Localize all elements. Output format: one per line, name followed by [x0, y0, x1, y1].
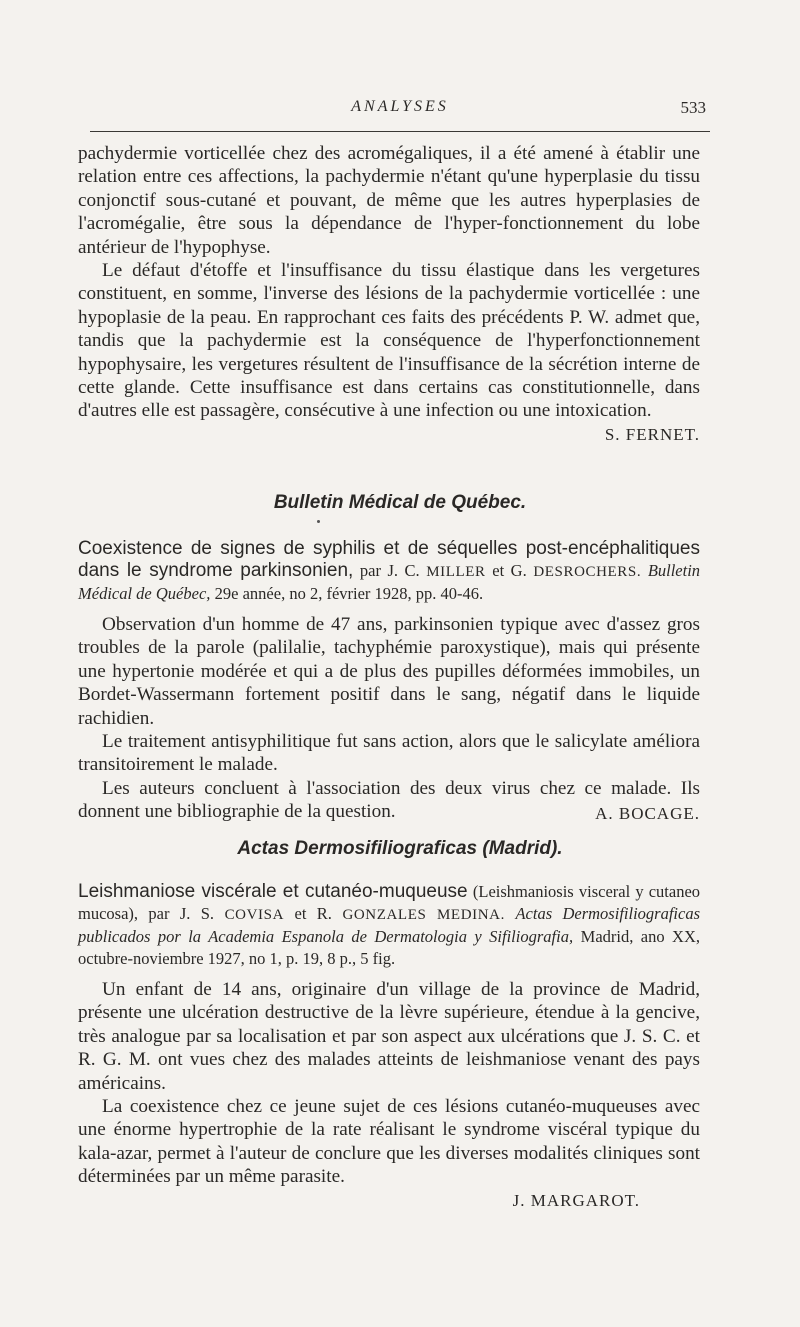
actas-paragraph-2: La coexistence chez ce jeune sujet de ces lésions cutanéo-muqueuses avec une énorme hypertrophie de la rate réalisant le syndrome viscéral typique du kala-azar, permet à l'auteur de conclure que les diverses modalités cliniques sont déterminées par un même parasite. — [78, 1096, 700, 1188]
citation-details-actas: Madrid, ano XX, octubre-noviembre 1927, no 1, p. 19, 8 p., 5 fig. — [78, 927, 701, 968]
author-miller: MILLER — [426, 564, 486, 580]
quebec-paragraph-1: Observation d'un homme de 47 ans, parkinsonien typique avec d'assez gros troubles de la parole (palilalie, tachyphémie paroxystique), mais qui présente une hypertonie modérée et qui a de plus des pupilles déformées immobiles, un Bordet-Wassermann fortement positif dans le sang, négatif dans le liquide rachidien. — [78, 614, 700, 729]
article-reference-actas: Leishmaniose viscérale et cutanéo-muqueuse (Leishmaniosis visceral y cutaneo mucosa), par J. S. COVISA et R. GONZALES MEDINA. Actas Dermosifiliograficas publicados por la Academia Espanola de Dermatologia y Sifiliografia, Madrid, ano XX, octubre-noviembre 1927, no 1, p. 19, 8 p., 5 fig. — [78, 881, 701, 968]
article-quebec — [78, 538, 700, 825]
article-title-quebec: Coexistence de signes de syphilis et de séquelles post-encéphalitiques dans le syndrome parkinsonien, — [78, 538, 700, 581]
signature-bocage: A. BOCAGE. — [595, 803, 700, 823]
header-rule — [90, 131, 710, 132]
author-covisa: COVISA — [224, 907, 285, 923]
intro-paragraph-1: pachydermie vorticellée chez des acromégaliques, il a été amené à établir une relation entre ces affections, la pachydermie n'étant qu'une hyperplasie du tissu conjonctif sous-cutané et pouvant, de même que les autres hyperplasies de l'acromégalie, être sous la dépendance de l'hyper-fonctionnement du lobe antérieur de l'hypophyse. — [78, 143, 700, 258]
signature-fernet: S. FERNET. — [604, 424, 700, 444]
actas-paragraph-1: Un enfant de 14 ans, originaire d'un village de la province de Madrid, présente une ulcération destructive de la lèvre supérieure, étendue à la gencive, très analogue par sa localisation et par son aspect aux ulcérations que J. S. C. et R. G. M. ont vues chez des malades atteints de leishmaniose venant des pays américains. — [78, 979, 700, 1094]
citation-journal-actas: Actas Dermosifiliograficas publicados por la Academia Espanola de Dermatologia y Sifiliografia, — [78, 904, 700, 946]
page-header — [90, 96, 710, 122]
quebec-paragraph-2: Le traitement antisyphilitique fut sans action, alors que le salicylate améliora transitoirement le malade. — [78, 731, 700, 776]
original-title-actas: (Leishmaniosis visceral y cutaneo mucosa), par J. S. — [78, 882, 701, 923]
ornament-dot — [317, 520, 320, 523]
journal-heading-quebec: Bulletin Médical de Québec. — [273, 492, 527, 513]
journal-heading-actas: Actas Dermosifiliograficas (Madrid). — [237, 838, 563, 859]
page-number: 533 — [680, 98, 706, 117]
citation-journal-quebec: Bulletin Médical de Québec, — [78, 561, 701, 603]
signature-margarot: J. MARGAROT. — [512, 1190, 640, 1210]
citation-details-quebec: 29e année, no 2, février 1928, pp. 40-46. — [214, 584, 484, 603]
article-actas — [78, 881, 700, 1212]
quebec-paragraph-3: Les auteurs concluent à l'association des deux virus chez ce malade. Ils donnent une bibliographie de la question. — [78, 777, 700, 823]
author-gonzales-medina: GONZALES MEDINA. — [342, 907, 505, 923]
author-desrochers: DESROCHERS. — [533, 564, 642, 580]
article-title-actas: Leishmaniose viscérale et cutanéo-muqueuse — [78, 881, 468, 902]
intro-block — [78, 142, 700, 446]
article-reference-quebec: Coexistence de signes de syphilis et de séquelles post-encéphalitiques dans le syndrome parkinsonien, par J. C. MILLER et G. DESROCHERS. Bulletin Médical de Québec, 29e année, no 2, février 1928, pp. 40-46. — [78, 538, 701, 603]
intro-paragraph-2: Le défaut d'étoffe et l'insuffisance du tissu élastique dans les vergetures constituent, en somme, l'inverse des lésions de la pachydermie vorticellée : une hypoplasie de la peau. En rapprochant ces faits des précédents P. W. admet que, tandis que la pachydermie est la conséquence de l'hyperfonctionnement hypophysaire, les vergetures résultent de l'insuffisance de la sécrétion interne de cette glande. Cette insuffisance est dans certains cas constitutionnelle, dans d'autres elle est passagère, consécutive à une infection ou une intoxication. — [78, 260, 700, 422]
running-title: ANALYSES — [351, 98, 449, 115]
